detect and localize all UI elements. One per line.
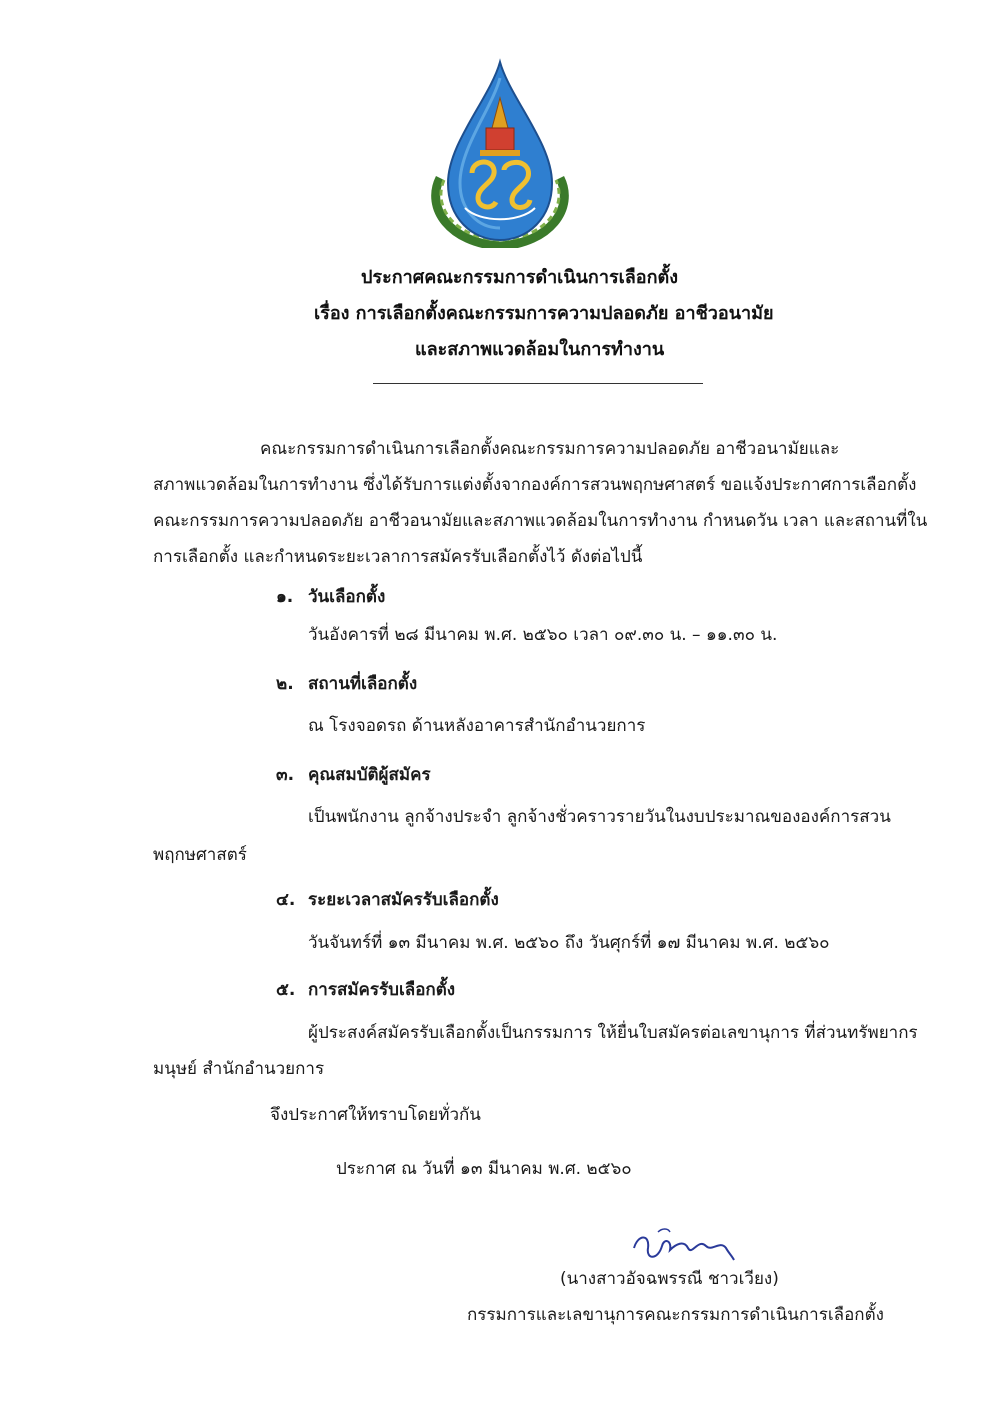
section-3-number: ๓. (276, 765, 295, 785)
intro-line-1: คณะกรรมการดำเนินการเลือกตั้งคณะกรรมการความปลอดภัย อาชีวอนามัยและ (260, 439, 840, 459)
section-2-text: ณ โรงจอดรถ ด้านหลังอาคารสำนักอำนวยการ (308, 716, 646, 736)
section-5-text-1: ผู้ประสงค์สมัครรับเลือกตั้งเป็นกรรมการ ให้ยื่นใบสมัครต่อเลขานุการ ที่ส่วนทรัพยากร (308, 1023, 918, 1043)
closing-statement: จึงประกาศให้ทราบโดยทั่วกัน (270, 1105, 481, 1125)
signatory-position: กรรมการและเลขานุการคณะกรรมการดำเนินการเลือกตั้ง (467, 1305, 884, 1325)
announce-date: ประกาศ ณ วันที่ ๑๓ มีนาคม พ.ศ. ๒๕๖๐ (336, 1159, 632, 1179)
section-3-text-2: พฤกษศาสตร์ (153, 845, 247, 865)
handwritten-signature (628, 1226, 738, 1266)
section-2-heading: สถานที่เลือกตั้ง (308, 674, 418, 694)
section-5-text-2: มนุษย์ สำนักอำนวยการ (153, 1059, 325, 1079)
section-1-number: ๑. (276, 587, 294, 607)
section-1-text: วันอังคารที่ ๒๘ มีนาคม พ.ศ. ๒๕๖๐ เวลา ๐๙.๓๐ น. – ๑๑.๓๐ น. (308, 625, 778, 645)
announcement-title: ประกาศคณะกรรมการดำเนินการเลือกตั้ง (361, 267, 678, 288)
intro-line-4: การเลือกตั้ง และกำหนดระยะเวลาการสมัครรับเลือกตั้งไว้ ดังต่อไปนี้ (153, 547, 643, 567)
title-divider (373, 383, 703, 384)
announcement-subject: เรื่อง การเลือกตั้งคณะกรรมการความปลอดภัย อาชีวอนามัย (314, 303, 774, 324)
organization-seal-logo (420, 58, 580, 248)
section-5-number: ๕. (276, 980, 296, 1000)
section-1-heading: วันเลือกตั้ง (308, 587, 386, 607)
section-3-text-1: เป็นพนักงาน ลูกจ้างประจำ ลูกจ้างชั่วคราวรายวันในงบประมาณขององค์การสวน (308, 807, 891, 827)
intro-line-2: สภาพแวดล้อมในการทำงาน ซึ่งได้รับการแต่งตั้งจากองค์การสวนพฤกษศาสตร์ ขอแจ้งประกาศการเลือกตั้ง (153, 475, 917, 495)
announcement-subject-cont: และสภาพแวดล้อมในการทำงาน (415, 339, 665, 360)
signatory-name: (นางสาวอัจฉพรรณี ชาวเวียง) (560, 1269, 779, 1289)
section-3-heading: คุณสมบัติผู้สมัคร (308, 765, 431, 785)
section-2-number: ๒. (276, 674, 294, 694)
section-5-heading: การสมัครรับเลือกตั้ง (308, 980, 456, 1000)
intro-line-3: คณะกรรมการความปลอดภัย อาชีวอนามัยและสภาพแวดล้อมในการทำงาน กำหนดวัน เวลา และสถานที่ใน (153, 511, 928, 531)
section-4-heading: ระยะเวลาสมัครรับเลือกตั้ง (308, 890, 499, 910)
section-4-text: วันจันทร์ที่ ๑๓ มีนาคม พ.ศ. ๒๕๖๐ ถึง วันศุกร์ที่ ๑๗ มีนาคม พ.ศ. ๒๕๖๐ (308, 933, 830, 953)
section-4-number: ๔. (276, 890, 296, 910)
